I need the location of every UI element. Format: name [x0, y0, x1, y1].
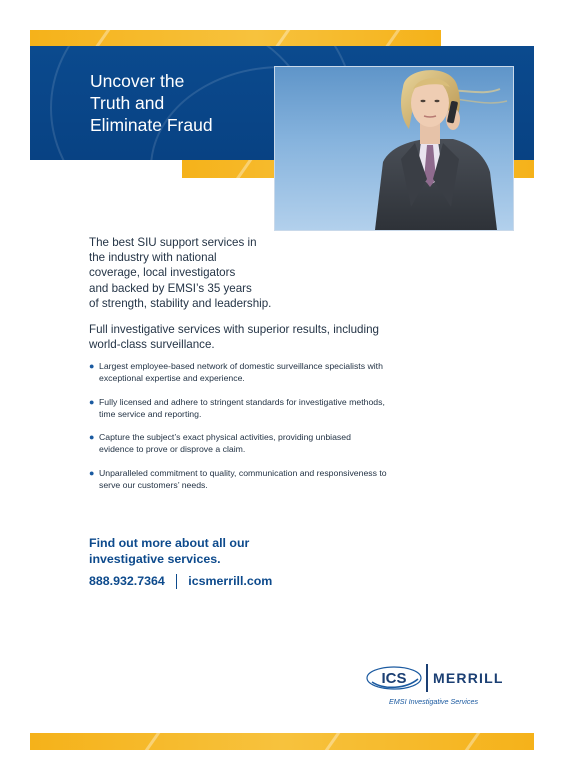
bullet-icon: ● [89, 396, 95, 407]
lead-line: world-class surveillance. [89, 338, 215, 352]
intro-line: coverage, local investigators [89, 266, 236, 280]
list-item [89, 467, 479, 492]
intro-line: and backed by EMSI’s 35 years [89, 281, 252, 295]
cta-heading [89, 535, 349, 567]
ics-logo [366, 665, 422, 691]
headline [90, 70, 270, 136]
list-item-line: exceptional expertise and experience. [99, 373, 245, 384]
intro-paragraph [89, 235, 329, 311]
phone-number[interactable]: 888.932.7364 [89, 574, 165, 588]
headline-line: Uncover the [90, 71, 185, 91]
list-item-line: Unparalleled commitment to quality, communication and responsiveness to [99, 467, 387, 478]
list-item-line: evidence to prove or disprove a claim. [99, 444, 246, 455]
intro-line: The best SIU support services in [89, 236, 257, 249]
footer-stripe [30, 733, 534, 750]
intro-line: the industry with national [89, 251, 217, 265]
list-item-line: time service and reporting. [99, 408, 202, 419]
list-item [89, 396, 479, 421]
bullet-icon: ● [89, 467, 95, 478]
bullet-icon: ● [89, 432, 95, 443]
list-item-line: Largest employee-based network of domestic surveillance specialists with [99, 361, 383, 371]
feature-list [89, 360, 479, 502]
ics-logo-text: ICS [381, 670, 407, 687]
lead-paragraph [89, 322, 469, 352]
list-item [89, 431, 479, 456]
photo-businesswoman-on-phone [274, 66, 514, 231]
contact-line [89, 572, 272, 590]
contact-separator [176, 574, 178, 589]
cta-line: investigative services. [89, 552, 221, 566]
headline-line: Eliminate Fraud [90, 115, 213, 135]
website-link[interactable]: icsmerrill.com [188, 574, 273, 588]
logo-divider [426, 664, 428, 692]
header-top-stripe [30, 30, 441, 46]
logo-tagline: EMSI Investigative Services [389, 697, 479, 706]
list-item-line: Capture the subject’s exact physical activities, providing unbiased [99, 432, 351, 443]
headline-line: Truth and [90, 93, 165, 113]
merrill-logo-text: MERRILL [433, 670, 504, 686]
list-item-line: Fully licensed and adhere to stringent standards for investigative methods, [99, 396, 385, 407]
intro-line: of strength, stability and leadership. [89, 296, 272, 310]
lead-line: Full investigative services with superior results, including [89, 323, 379, 336]
cta-line: Find out more about all our [89, 536, 250, 550]
bullet-icon: ● [89, 361, 95, 371]
list-item [89, 360, 479, 385]
list-item-line: serve our customers’ needs. [99, 480, 208, 491]
